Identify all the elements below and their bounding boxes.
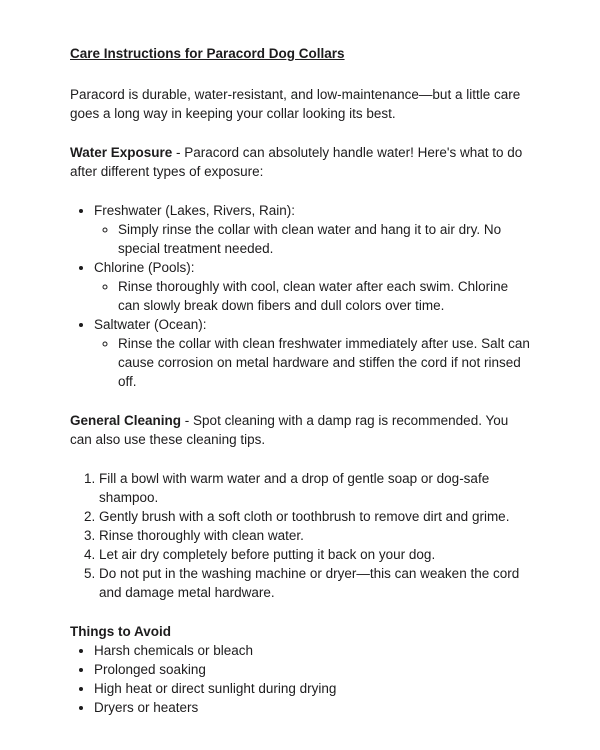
avoid-item-text: Prolonged soaking <box>94 662 206 677</box>
things-to-avoid-heading: Things to Avoid <box>70 624 171 639</box>
chlorine-sublist <box>94 277 530 315</box>
cleaning-step-4 <box>99 545 530 564</box>
things-to-avoid-list <box>70 641 530 717</box>
cleaning-step-text: Do not put in the washing machine or dryer—this can weaken the cord and damage metal hardware. <box>99 566 520 600</box>
list-item-detail <box>118 334 530 391</box>
cleaning-step-text: Fill a bowl with warm water and a drop of gentle soap or dog-safe shampoo. <box>99 471 490 505</box>
cleaning-steps-list <box>70 469 530 602</box>
general-cleaning-text: - Spot cleaning with a damp rag is recommended. You can also use these cleaning tips. <box>70 413 509 447</box>
cleaning-step-text: Rinse thoroughly with clean water. <box>99 528 304 543</box>
freshwater-sublist <box>94 220 530 258</box>
list-item-detail <box>118 220 530 258</box>
general-cleaning-paragraph <box>70 411 530 449</box>
list-item-term: Saltwater (Ocean): <box>94 317 207 332</box>
list-item-term: Chlorine (Pools): <box>94 260 195 275</box>
page-title: Care Instructions for Paracord Dog Collars <box>70 46 345 61</box>
cleaning-step-text: Let air dry completely before putting it back on your dog. <box>99 547 436 562</box>
avoid-item-text: Harsh chemicals or bleach <box>94 643 254 658</box>
list-item-detail <box>118 277 530 315</box>
avoid-item-chemicals <box>94 641 530 660</box>
avoid-item-text: Dryers or heaters <box>94 700 199 715</box>
avoid-item-dryers <box>94 698 530 717</box>
list-item-detail-text: Rinse the collar with clean freshwater immediately after use. Salt can cause corrosion on metal hardware and stiffen the cord if not rinsed off. <box>118 336 530 389</box>
cleaning-step-5 <box>99 564 530 602</box>
list-item-term: Freshwater (Lakes, Rivers, Rain): <box>94 203 296 218</box>
intro-paragraph: Paracord is durable, water-resistant, and low-maintenance—but a little care goes a long way in keeping your collar looking its best. <box>70 87 521 121</box>
things-to-avoid-section <box>70 622 530 717</box>
list-item-detail-text: Rinse thoroughly with cool, clean water after each swim. Chlorine can slowly break down fibers and dull colors over time. <box>118 279 509 313</box>
list-item-detail-text: Simply rinse the collar with clean water and hang it to air dry. No special treatment needed. <box>118 222 502 256</box>
water-exposure-paragraph <box>70 143 530 181</box>
cleaning-step-3 <box>99 526 530 545</box>
avoid-item-text: High heat or direct sunlight during drying <box>94 681 337 696</box>
cleaning-step-text: Gently brush with a soft cloth or toothbrush to remove dirt and grime. <box>99 509 510 524</box>
general-cleaning-label: General Cleaning <box>70 413 182 428</box>
avoid-item-heat <box>94 679 530 698</box>
saltwater-sublist <box>94 334 530 391</box>
cleaning-step-1 <box>99 469 530 507</box>
water-exposure-text: - Paracord can absolutely handle water! Here's what to do after different types of exposure: <box>70 145 523 179</box>
water-exposure-label: Water Exposure <box>70 145 173 160</box>
avoid-item-soaking <box>94 660 530 679</box>
list-item-freshwater <box>94 201 530 258</box>
cleaning-step-2 <box>99 507 530 526</box>
list-item-chlorine <box>94 258 530 315</box>
list-item-saltwater <box>94 315 530 391</box>
water-exposure-list <box>70 201 530 391</box>
